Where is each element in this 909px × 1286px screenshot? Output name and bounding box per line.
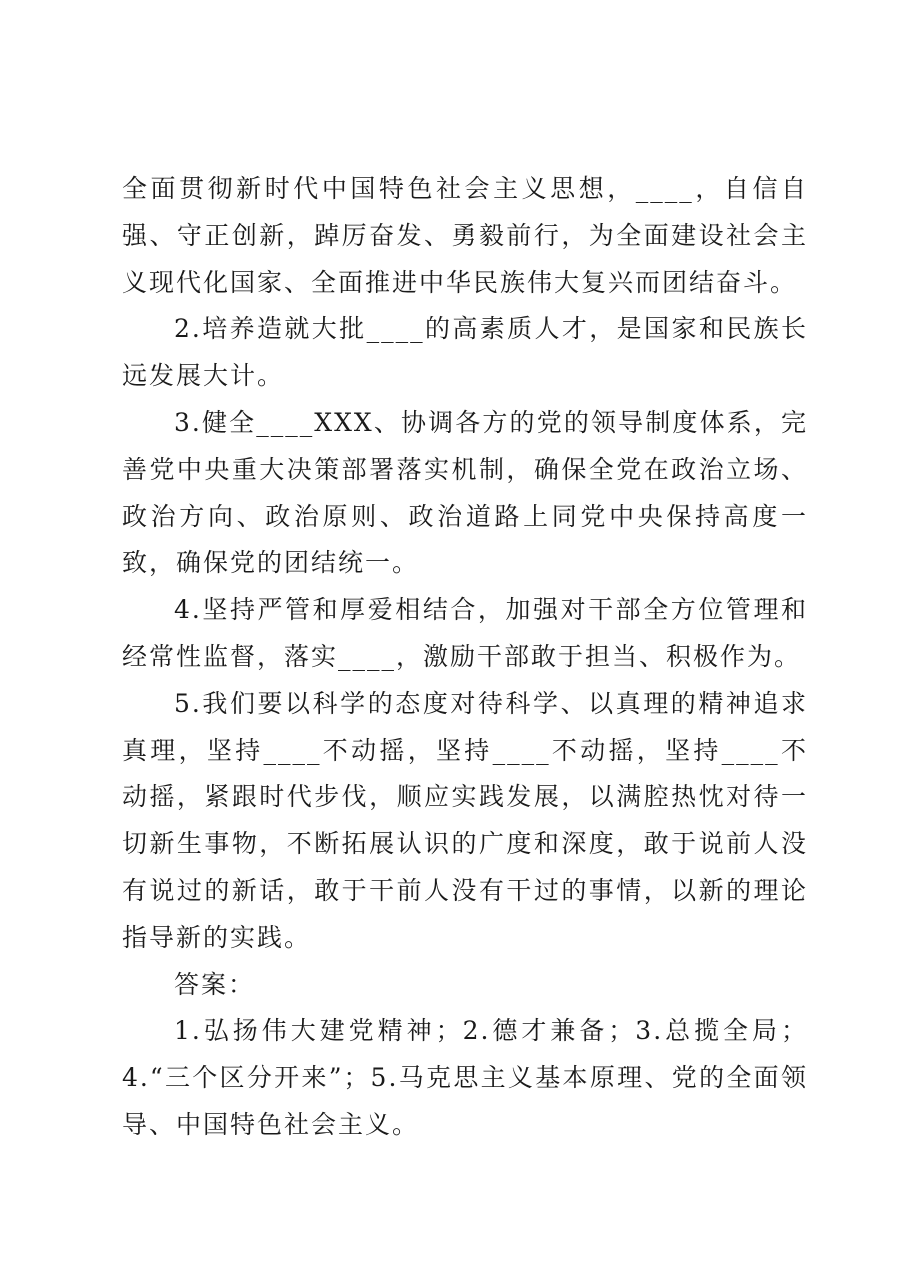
answer-text: 1.弘扬伟大建党精神；2.德才兼备；3.总揽全局；4.“三个区分开来”；5.马克思主义基本原理、党的全面领导、中国特色社会主义。 bbox=[122, 1016, 808, 1139]
paragraph-continuation: 全面贯彻新时代中国特色社会主义思想，____，自信自强、守正创新，踔厉奋发、勇毅前行，为全面建设社会主义现代化国家、全面推进中华民族伟大复兴而团结奋斗。 bbox=[122, 174, 808, 297]
document-body bbox=[122, 166, 808, 1149]
question-2: 2.培养造就大批____的高素质人才，是国家和民族长远发展大计。 bbox=[122, 314, 808, 391]
answer-heading: 答案： bbox=[174, 969, 256, 999]
question-5: 5.我们要以科学的态度对待科学、以真理的精神追求真理，坚持____不动摇，坚持____不动摇，坚持____不动摇，紧跟时代步伐，顺应实践发展，以满腔热忱对待一切新生事物，不断拓展认识的广度和深度，敢于说前人没有说过的新话，敢于干前人没有干过的事情，以新的理论指导新的实践。 bbox=[122, 688, 808, 952]
question-4: 4.坚持严管和厚爱相结合，加强对干部全方位管理和经常性监督，落实____，激励干部敢于担当、积极作为。 bbox=[122, 595, 808, 671]
question-3: 3.健全____XXX、协调各方的党的领导制度体系，完善党中央重大决策部署落实机制，确保全党在政治立场、政治方向、政治原则、政治道路上同党中央保持高度一致，确保党的团结统一。 bbox=[122, 407, 808, 578]
